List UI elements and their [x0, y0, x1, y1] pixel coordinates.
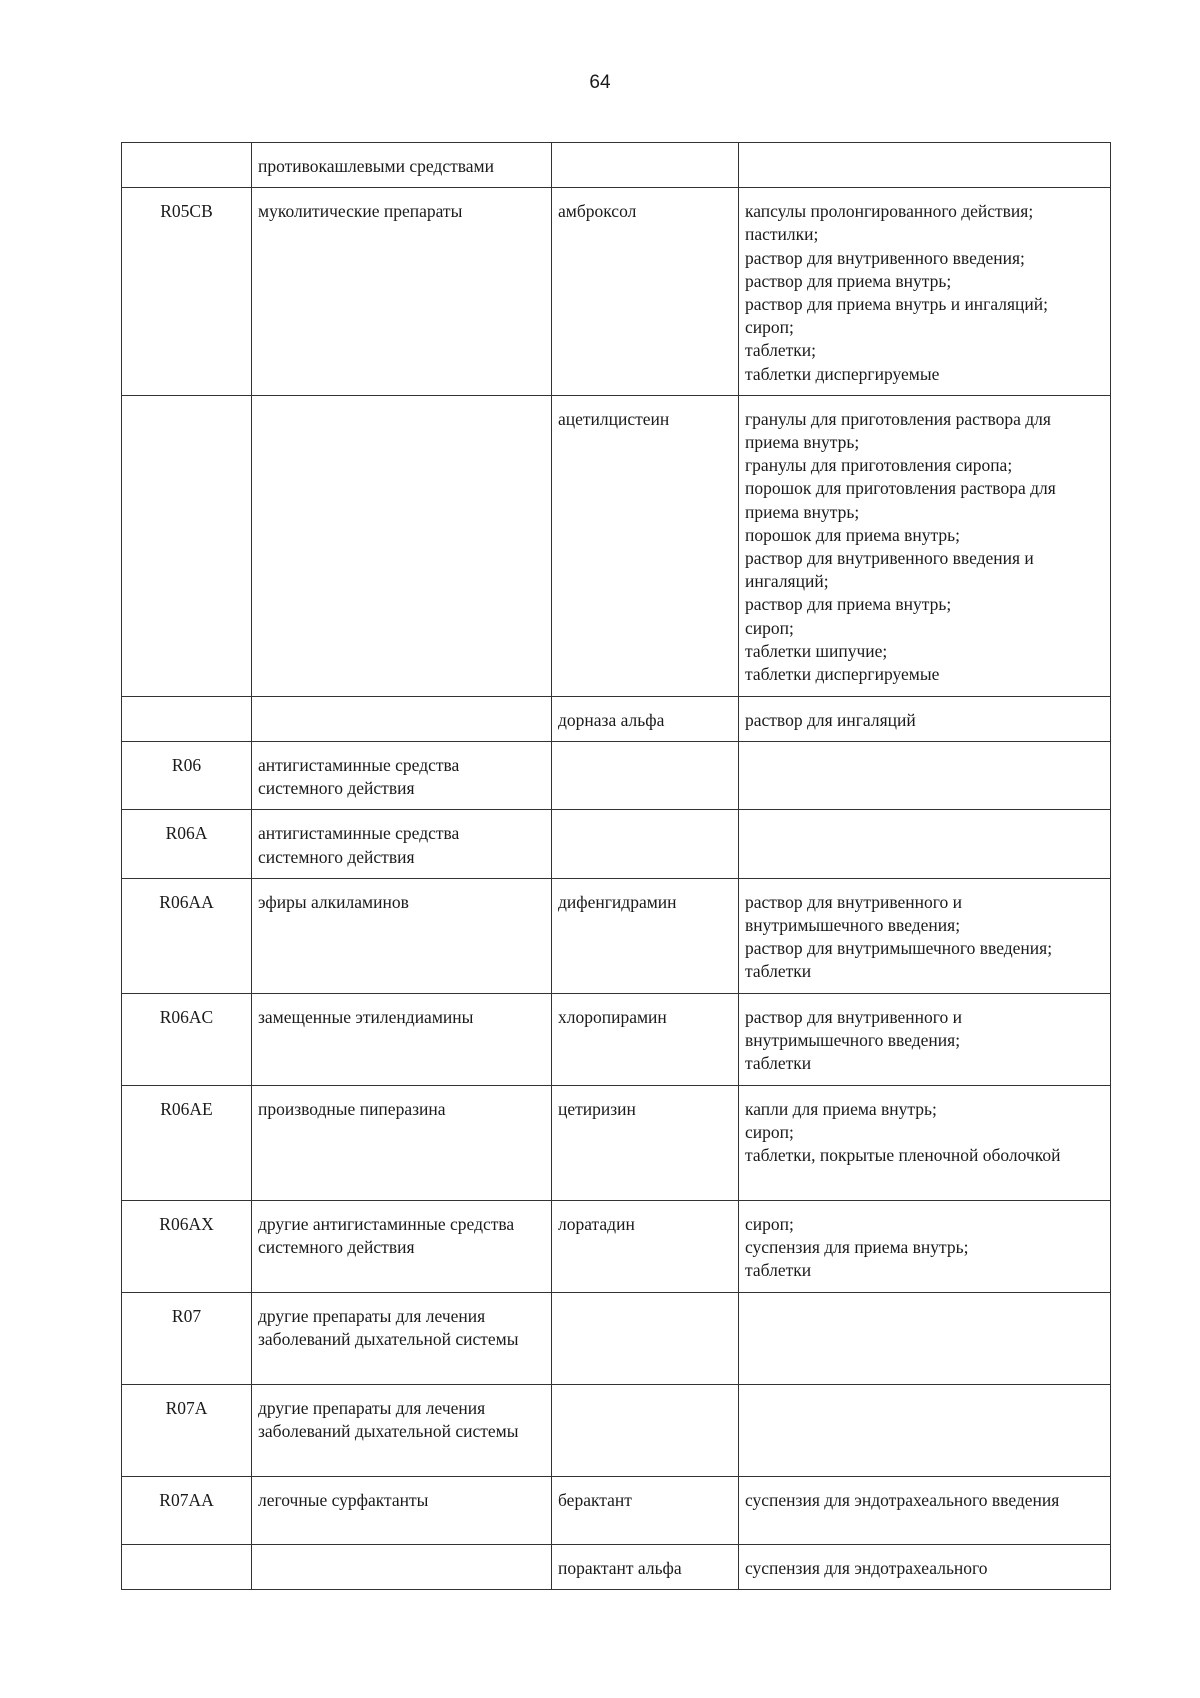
- dosage-forms-cell: [739, 878, 1111, 993]
- table-row: [122, 1384, 1111, 1476]
- dosage-form-item: капли для приема внутрь;: [745, 1098, 937, 1119]
- page-number: 64: [589, 72, 611, 93]
- atc-group-cell: замещенные этилендиамины: [252, 993, 552, 1085]
- atc-group-cell: другие препараты для лечения заболеваний дыхательной системы: [252, 1384, 552, 1476]
- substance-cell: лоратадин: [552, 1200, 739, 1292]
- dosage-form-item: раствор для внутривенного и внутримышечного введения;: [745, 891, 963, 936]
- table-row: [122, 810, 1111, 878]
- substance-cell: [552, 1384, 739, 1476]
- table-row: [122, 1200, 1111, 1292]
- dosage-form-item: суспензия для приема внутрь;: [745, 1237, 969, 1258]
- table-row: [122, 696, 1111, 741]
- atc-code-cell: [122, 1544, 252, 1589]
- atc-code-cell: [122, 395, 252, 696]
- dosage-form-item: пастилки;: [745, 224, 819, 245]
- dosage-form-item: раствор для внутривенного введения и ингаляций;: [745, 548, 1034, 592]
- dosage-form-item: капсулы пролонгированного действия;: [745, 201, 1034, 222]
- dosage-form-item: суспензия для эндотрахеального: [745, 1557, 988, 1578]
- substance-cell: ацетилцистеин: [552, 395, 739, 696]
- atc-group-cell: другие антигистаминные средства системного действия: [252, 1200, 552, 1292]
- dosage-form-item: раствор для ингаляций: [745, 709, 916, 730]
- dosage-form-item: раствор для приема внутрь и ингаляций;: [745, 294, 1049, 315]
- substance-cell: амброксол: [552, 188, 739, 396]
- dosage-form-item: таблетки: [745, 1053, 812, 1074]
- atc-code-cell: R06A: [122, 810, 252, 878]
- table-row: [122, 1085, 1111, 1200]
- dosage-forms-cell: [739, 993, 1111, 1085]
- dosage-forms-cell: [739, 810, 1111, 878]
- substance-cell: цетиризин: [552, 1085, 739, 1200]
- table-row: [122, 188, 1111, 396]
- dosage-form-item: таблетки шипучие;: [745, 640, 888, 661]
- dosage-form-item: сироп;: [745, 317, 794, 338]
- dosage-form-item: гранулы для приготовления раствора для приема внутрь;: [745, 408, 1051, 453]
- atc-code-cell: R06: [122, 742, 252, 810]
- table-row: [122, 143, 1111, 188]
- substance-cell: дифенгидрамин: [552, 878, 739, 993]
- dosage-form-item: сироп;: [745, 1213, 794, 1234]
- atc-group-cell: [252, 696, 552, 741]
- dosage-form-item: раствор для внутривенного и внутримышечного введения;: [745, 1006, 963, 1051]
- dosage-form-item: таблетки: [745, 961, 812, 982]
- table-row: [122, 1476, 1111, 1544]
- substance-cell: порактант альфа: [552, 1544, 739, 1589]
- substance-cell: берактант: [552, 1476, 739, 1544]
- atc-code-cell: R07: [122, 1292, 252, 1384]
- table-row: [122, 1292, 1111, 1384]
- atc-group-cell: [252, 1544, 552, 1589]
- atc-code-cell: R07AA: [122, 1476, 252, 1544]
- table-row: [122, 395, 1111, 696]
- atc-code-cell: R05CB: [122, 188, 252, 396]
- dosage-forms-cell: [739, 696, 1111, 741]
- atc-code-cell: [122, 143, 252, 188]
- atc-code-cell: [122, 696, 252, 741]
- table-row: [122, 1544, 1111, 1589]
- dosage-form-item: порошок для приготовления раствора для приема внутрь;: [745, 478, 1056, 522]
- atc-code-cell: R06AX: [122, 1200, 252, 1292]
- atc-group-cell: противокашлевыми средствами: [252, 143, 552, 188]
- atc-group-cell: производные пиперазина: [252, 1085, 552, 1200]
- table-row: [122, 878, 1111, 993]
- atc-group-cell: эфиры алкиламинов: [252, 878, 552, 993]
- atc-group-cell: муколитические препараты: [252, 188, 552, 396]
- dosage-forms-cell: [739, 1085, 1111, 1200]
- substance-cell: [552, 810, 739, 878]
- dosage-form-item: раствор для приема внутрь;: [745, 594, 952, 615]
- substance-cell: [552, 742, 739, 810]
- table-body: [122, 143, 1111, 1590]
- atc-group-cell: антигистаминные средства системного действия: [252, 742, 552, 810]
- table-row: [122, 742, 1111, 810]
- atc-group-cell: легочные сурфактанты: [252, 1476, 552, 1544]
- dosage-forms-cell: [739, 1384, 1111, 1476]
- dosage-form-item: сироп;: [745, 617, 794, 638]
- dosage-form-item: таблетки диспергируемые: [745, 664, 940, 685]
- substance-cell: дорназа альфа: [552, 696, 739, 741]
- substance-cell: хлоропирамин: [552, 993, 739, 1085]
- atc-code-cell: R06AC: [122, 993, 252, 1085]
- atc-group-cell: антигистаминные средства системного действия: [252, 810, 552, 878]
- dosage-form-item: раствор для внутривенного введения;: [745, 247, 1025, 268]
- atc-code-cell: R06AE: [122, 1085, 252, 1200]
- dosage-forms-cell: [739, 1200, 1111, 1292]
- dosage-form-item: таблетки: [745, 1260, 812, 1281]
- table-row: [122, 993, 1111, 1085]
- atc-group-cell: другие препараты для лечения заболеваний дыхательной системы: [252, 1292, 552, 1384]
- dosage-form-item: гранулы для приготовления сиропа;: [745, 455, 1013, 476]
- atc-group-cell: [252, 395, 552, 696]
- substance-cell: [552, 1292, 739, 1384]
- dosage-form-item: таблетки;: [745, 340, 816, 361]
- dosage-form-item: порошок для приема внутрь;: [745, 524, 960, 545]
- dosage-forms-cell: [739, 1476, 1111, 1544]
- dosage-form-item: таблетки, покрытые пленочной оболочкой: [745, 1145, 1061, 1166]
- dosage-form-item: таблетки диспергируемые: [745, 363, 940, 384]
- drug-table: [121, 142, 1111, 1590]
- atc-code-cell: R07A: [122, 1384, 252, 1476]
- dosage-forms-cell: [739, 395, 1111, 696]
- dosage-form-item: суспензия для эндотрахеального введения: [745, 1489, 1060, 1510]
- dosage-form-item: раствор для приема внутрь;: [745, 270, 952, 291]
- atc-code-cell: R06AA: [122, 878, 252, 993]
- dosage-forms-cell: [739, 742, 1111, 810]
- substance-cell: [552, 143, 739, 188]
- dosage-form-item: раствор для внутримышечного введения;: [745, 938, 1053, 959]
- dosage-forms-cell: [739, 1292, 1111, 1384]
- dosage-forms-cell: [739, 143, 1111, 188]
- dosage-form-item: сироп;: [745, 1122, 794, 1143]
- dosage-forms-cell: [739, 1544, 1111, 1589]
- dosage-forms-cell: [739, 188, 1111, 396]
